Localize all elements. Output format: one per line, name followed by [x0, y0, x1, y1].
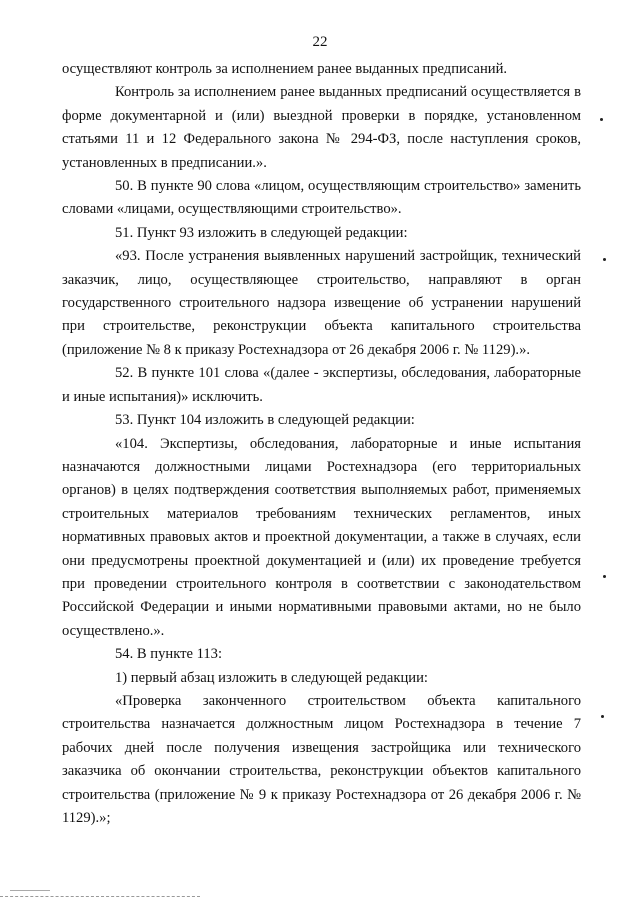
paragraph: 1) первый абзац изложить в следующей редакции:: [115, 669, 428, 686]
scan-edge-mark: [10, 890, 50, 893]
scan-speck: [600, 118, 603, 121]
paragraph: 51. Пункт 93 изложить в следующей редакции:: [115, 224, 408, 241]
scan-speck: [603, 575, 606, 578]
paragraph: «93. После устранения выявленных нарушений застройщик, технический заказчик, лицо, осуществляющее строительство, направляют в орган государственного строительного надзора извещение об устранении нарушений при строительстве, реконструкции объекта капитального строительства (приложение № 8 к приказу Ростехнадзора от 26 декабря 2006 г. № 1129).».: [62, 248, 581, 358]
document-body: [62, 58, 581, 830]
paragraph: 50. В пункте 90 слова «лицом, осуществляющим строительство» заменить словами «лицами, осуществляющими строительство».: [62, 178, 581, 218]
paragraph: осуществляют контроль за исполнением ранее выданных предписаний.: [62, 61, 508, 77]
scan-speck: [601, 715, 604, 718]
paragraph: Контроль за исполнением ранее выданных предписаний осуществляется в форме документарной и (или) выездной проверки в порядке, установленном статьями 11 и 12 Федерального закона № 294-ФЗ, после наступления сроков, установленных в предписании.».: [62, 84, 581, 171]
paragraph: «104. Экспертизы, обследования, лабораторные и иные испытания назначаются должностными лицами Ростехнадзора (его территориальных органов) в целях подтверждения соответствия выполняемых работ, применяемых строительных материалов требованиям технических регламентов, иных нормативных правовых актов и проектной документации, а также в случаях, если они предусмотрены проектной документацией и (или) их проведение требуется при проведении строительного контроля в соответствии с законодательством Российской Федерации и иными нормативными правовыми актами, но не было осуществлено.».: [62, 435, 581, 639]
paragraph: 52. В пункте 101 слова «(далее - экспертизы, обследования, лабораторные и иные испытания)» исключить.: [62, 365, 581, 405]
page-number: 22: [312, 34, 328, 50]
scan-speck: [603, 258, 606, 261]
scan-edge-mark: [0, 896, 200, 899]
paragraph: 53. Пункт 104 изложить в следующей редакции:: [115, 412, 415, 429]
paragraph: «Проверка законченного строительством объекта капитального строительства назначается должностным лицом Ростехнадзора в течение 7 рабочих дней после получения извещения застройщика или технического заказчика об окончании строительства, реконструкции объектов капитального строительства (приложение № 9 к приказу Ростехнадзора от 26 декабря 2006 г. № 1129).»;: [62, 692, 581, 826]
paragraph: 54. В пункте 113:: [115, 646, 222, 663]
